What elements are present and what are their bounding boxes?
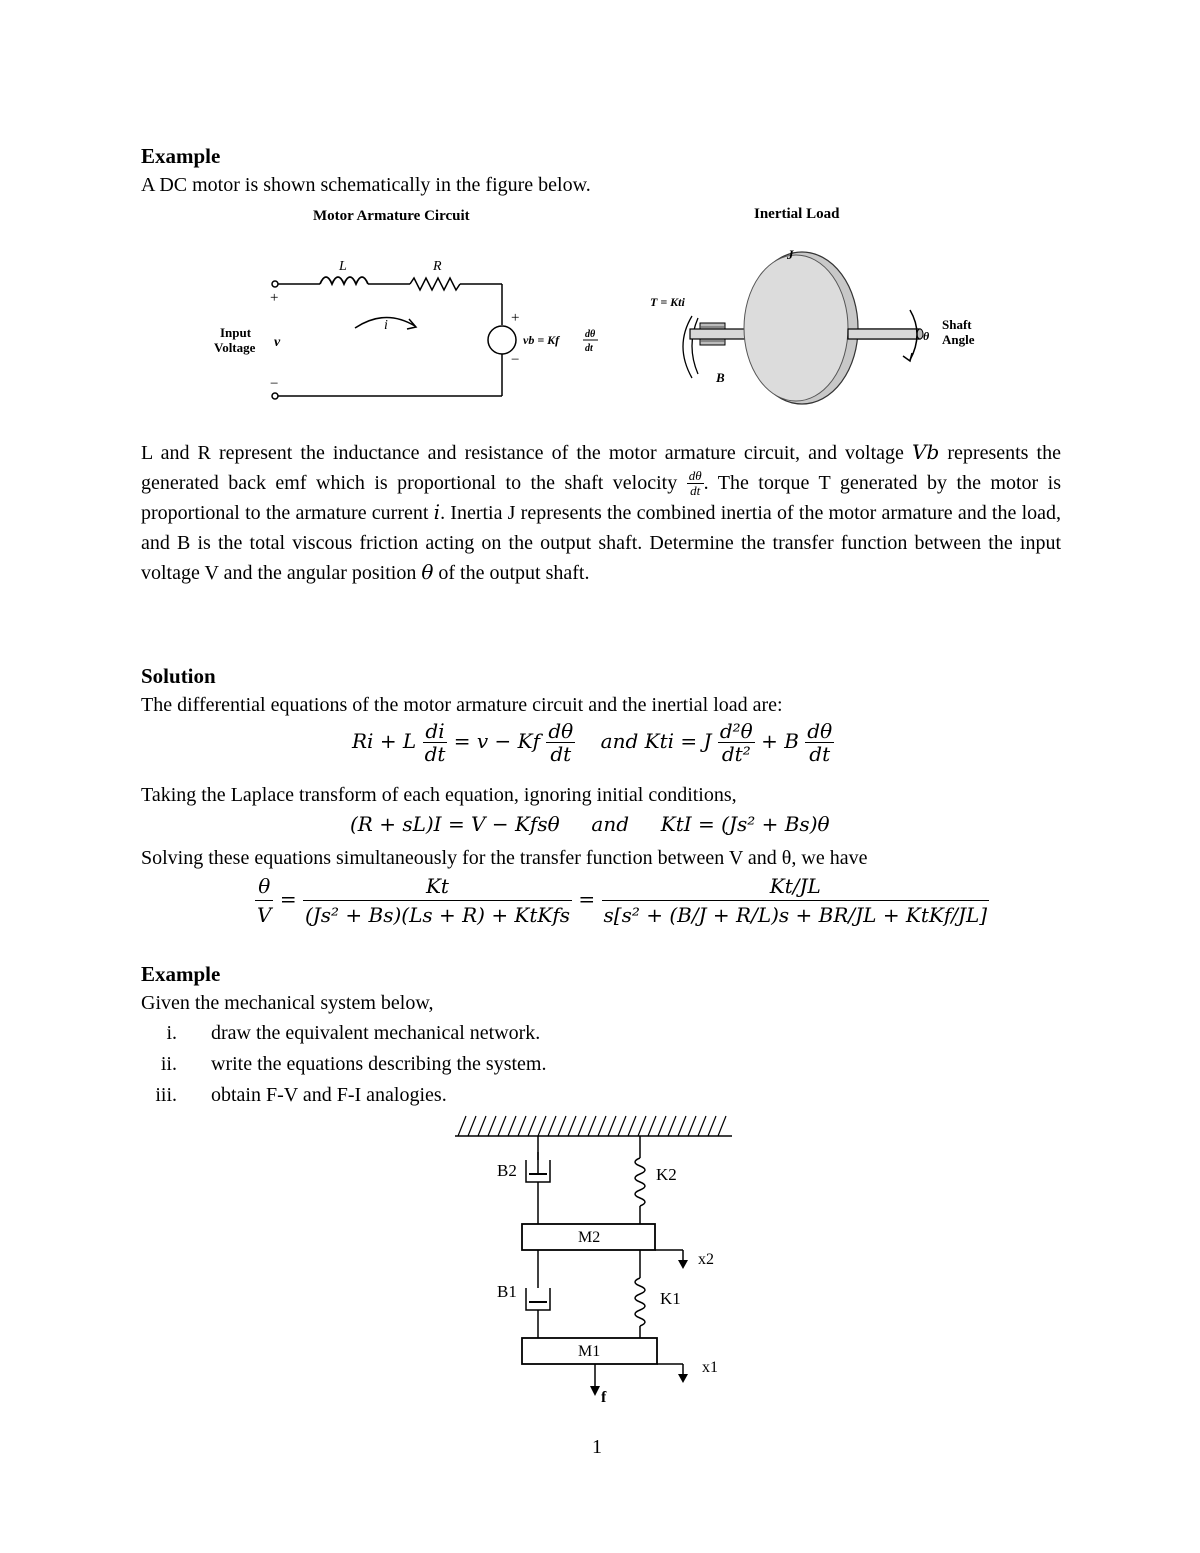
load-title: Inertial Load [754,206,840,222]
example-intro: A DC motor is shown schematically in the figure below. [141,174,591,196]
shaft-angle-label-2: Angle [942,332,975,347]
displacement-x2-arrow-icon [678,1260,688,1269]
input-label-1: Input [220,325,252,340]
page-number: 1 [592,1436,602,1458]
transfer-function: $\frac{\theta}{V}$ = $\frac{Kt}{\text{(Js² + Bs)(Ls + R) + KtKfs}}$ = $\frac{Kt/JL}{\text{s[s² + (B/J + R/L)s + BR/JL + KtKf/JL]}}$ [257,874,988,927]
b1-label: B1 [497,1282,517,1301]
vb-dtheta: dθ [585,329,596,340]
force-label: f [601,1389,607,1406]
k1-label: K1 [660,1289,681,1308]
example-2-intro: Given the mechanical system below, [141,992,434,1014]
solution-line-3: Solving these equations simultaneously for the transfer function between V and θ, we have [141,847,868,869]
example-description: L and R represent the inductance and resistance of the motor armature circuit, and voltage Vb represents the generated back emf which is proportional to the shaft velocity $\frac{d\theta}{dt}$ . The torque T generated by the motor is proportional to the armature current i. Inertia J represents the combined inertia of the motor armature and the load, and B is the total viscous friction acting on the output shaft. Determine the transfer function between the input voltage V and the angular position θ of the output shaft. [141,440,1062,585]
shaft-velocity-fraction: $\frac{d\theta}{dt}$ [688,468,702,499]
source-minus: − [511,352,520,368]
source-plus: + [511,310,520,326]
x1-label: x1 [702,1359,718,1376]
m1-label: M1 [578,1343,601,1360]
spring-k1-icon [635,1278,645,1326]
vb-equation: vb = Kf [523,333,560,347]
laplace-equations: (R + sL)I = V − Kfsθ and KtI = (Js² + Bs)θ [350,812,830,836]
spring-k2-icon [635,1158,645,1206]
force-arrow-icon [590,1386,600,1396]
damper-b1-icon [526,1288,550,1310]
document-page: Example A DC motor is shown schematically in the figure below. Motor Armature Circuit Inertial Load L R i + − Input Voltage v + − vb = Kf dθ dt T = Kti B J θ Shaft Angle L and R represent the inductance and resistance of the motor armature circuit, and voltage Vb represents the generated back emf which is proportional to the shaft velocity $\frac{d\theta}{dt}$ . The torque T generated by the motor is proportional to the armature current i. Inertia J represents the combined inertia of the motor armature and the load, and B is the total viscous friction acting on the output shaft. Determine the transfer function between the input voltage V and the angular position θ of the output shaft. Solution The differential equations of the motor armature circuit and the inertial load are: Ri + L $\frac{di}{dt}$ = v − Kf $\frac{d\theta}{dt}$ and Kti = J $\frac{\text{d²θ}}{\text{dt²}}$ + B $\frac{d\theta}{dt}$ Taking the Laplace transform of each equation, ignoring initial conditions, (R + sL)I = V − Kfsθ and KtI = (Js² + Bs)θ Solving these equations simultaneously for the transfer function between V and θ, we have $\frac{\theta}{V}$ = $\frac{Kt}{\text{(Js² + Bs)(Ls + R) + KtKfs}}$ = $\frac{Kt/JL}{\text{s[s² + (B/J + R/L)s + BR/JL + KtKf/JL]}}$ Example Given the mechanical system below, i. draw the equivalent mechanical network. ii. write the equations describing the system. iii. obtain F-V and F-I analogies. B2 K2 M2 x2 B1 K1 M1 x1 f 1 [141,144,1062,1458]
inductor-icon [320,277,368,284]
differential-equations: Ri + L $\frac{di}{dt}$ = v − Kf $\frac{d\theta}{dt}$ and Kti = J $\frac{\text{d²θ}}{\text{dt²}}$ + B $\frac{d\theta}{dt}$ [352,719,833,766]
friction-label: B [716,370,725,385]
solution-line-2: Taking the Laplace transform of each equation, ignoring initial conditions, [141,784,737,806]
back-emf-source-icon [488,326,516,354]
example-heading: Example [141,144,221,168]
vb-symbol: Vb [912,440,940,464]
m2-label: M2 [578,1229,601,1246]
input-minus: − [270,376,279,392]
input-plus: + [270,290,279,306]
torque-label: T = Kti [650,295,685,309]
b2-label: B2 [497,1161,517,1180]
x2-label: x2 [698,1251,714,1268]
displacement-x1-arrow-icon [678,1374,688,1383]
k2-label: K2 [656,1165,677,1184]
current-symbol: i [433,500,441,525]
shaft-angle-label-1: Shaft [942,317,972,332]
inductor-label: L [339,259,347,274]
solution-heading: Solution [141,664,216,688]
inertia-label: J [787,247,794,262]
theta-symbol: θ [421,560,434,585]
example-2-heading: Example [141,962,221,986]
current-label: i [384,318,388,333]
theta-label: θ [923,329,930,343]
resistor-icon [410,278,460,290]
circuit-title: Motor Armature Circuit [313,208,470,224]
solution-line-1: The differential equations of the motor armature circuit and the inertial load are: [141,694,783,716]
vb-dt: dt [585,343,593,354]
resistor-label: R [433,259,442,274]
input-v: v [274,335,281,350]
input-label-2: Voltage [214,340,256,355]
dc-motor-figure [200,198,1000,413]
mechanical-system-figure [440,1112,750,1412]
